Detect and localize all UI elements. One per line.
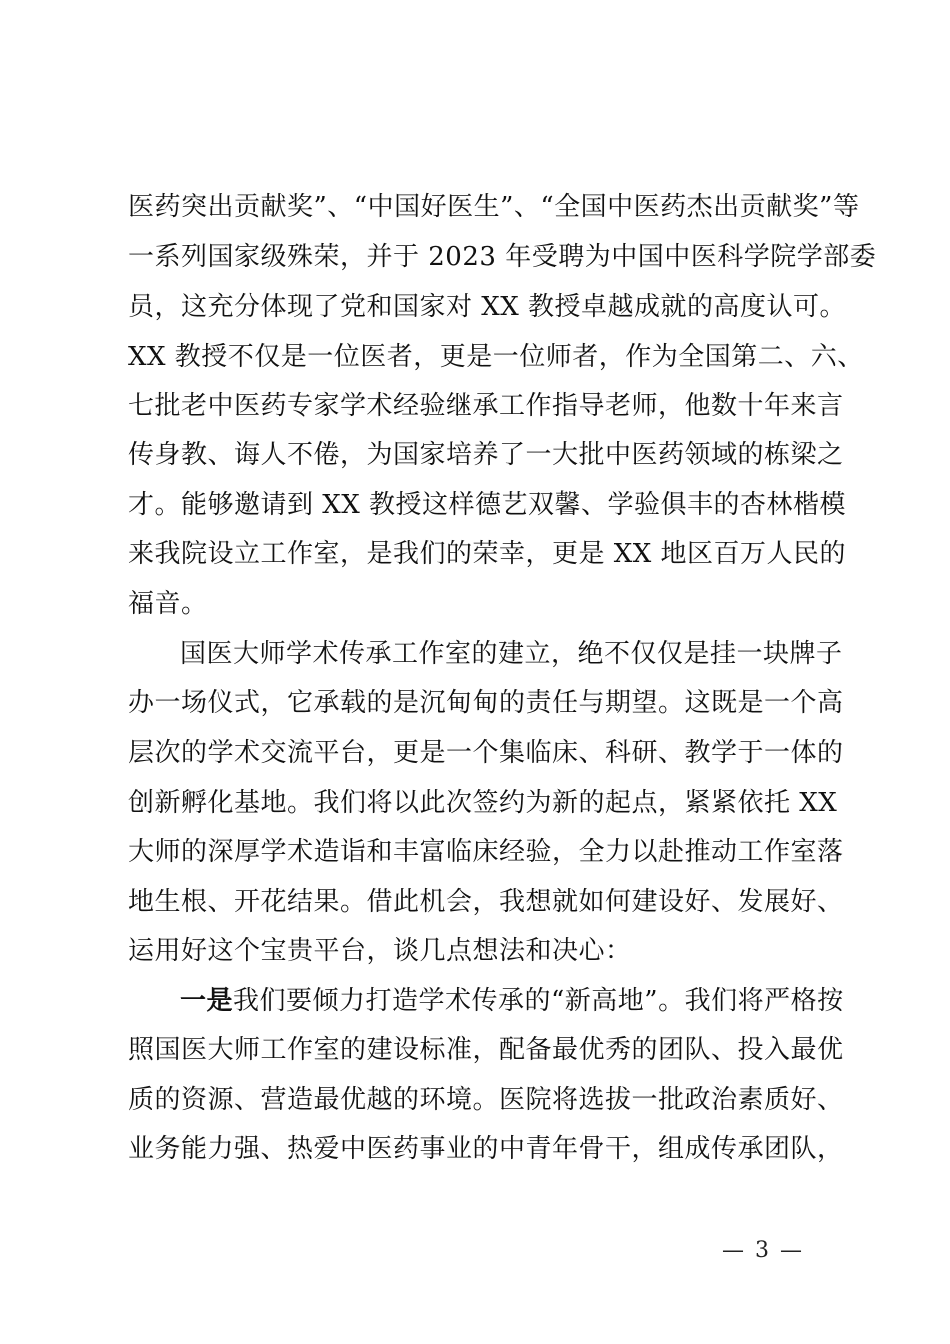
paragraph-2-line-7: 运用好这个宝贵平台，谈几点想法和决心： xyxy=(128,936,632,966)
paragraph-2-line-6: 地生根、开花结果。借此机会，我想就如何建设好、发展好、 xyxy=(128,887,844,917)
paragraph-3-lead: 一是 xyxy=(180,986,234,1016)
paragraph-1-line-8: 来我院设立工作室，是我们的荣幸，更是 XX 地区百万人民的 xyxy=(128,539,847,569)
paragraph-2-line-4: 创新孵化基地。我们将以此次签约为新的起点，紧紧依托 XX xyxy=(128,788,838,818)
paragraph-2-line-5: 大师的深厚学术造诣和丰富临床经验，全力以赴推动工作室落 xyxy=(128,837,844,867)
paragraph-1-line-1: 医药突出贡献奖”、“中国好医生”、“全国中医药杰出贡献奖”等 xyxy=(128,192,860,222)
paragraph-2-line-1: 国医大师学术传承工作室的建立，绝不仅仅是挂一块牌子 xyxy=(180,639,843,669)
paragraph-1-line-7: 才。能够邀请到 XX 教授这样德艺双馨、学验俱丰的杏林楷模 xyxy=(128,490,847,520)
paragraph-2-line-2: 办一场仪式，它承载的是沉甸甸的责任与期望。这既是一个高 xyxy=(128,688,844,718)
paragraph-1-line-3: 员，这充分体现了党和国家对 XX 教授卓越成就的高度认可。 xyxy=(128,292,847,322)
paragraph-2-line-3: 层次的学术交流平台，更是一个集临床、科研、教学于一体的 xyxy=(128,738,844,768)
paragraph-3-line-1 xyxy=(180,984,848,1018)
paragraph-3-line-3: 质的资源、营造最优越的环境。医院将选拔一批政治素质好、 xyxy=(128,1085,844,1115)
paragraph-1-line-6: 传身教、诲人不倦，为国家培养了一大批中医药领域的栋梁之 xyxy=(128,440,844,470)
paragraph-1-line-2: 一系列国家级殊荣，并于 2023 年受聘为中国中医科学院学部委 xyxy=(128,242,877,272)
paragraph-3-line-2: 照国医大师工作室的建设标准，配备最优秀的团队、投入最优 xyxy=(128,1035,844,1065)
page-number: — 3 — xyxy=(722,1238,804,1263)
paragraph-1-line-4: XX 教授不仅是一位医者，更是一位师者，作为全国第二、六、 xyxy=(128,342,864,372)
paragraph-1-line-5: 七批老中医药专家学术经验继承工作指导老师，他数十年来言 xyxy=(128,391,844,421)
paragraph-1-line-9: 福音。 xyxy=(128,589,208,619)
paragraph-3-first-rest: 我们要倾力打造学术传承的“新高地”。我们将严格按 xyxy=(233,986,844,1016)
paragraph-3-line-4: 业务能力强、热爱中医药事业的中青年骨干，组成传承团队， xyxy=(128,1134,844,1164)
